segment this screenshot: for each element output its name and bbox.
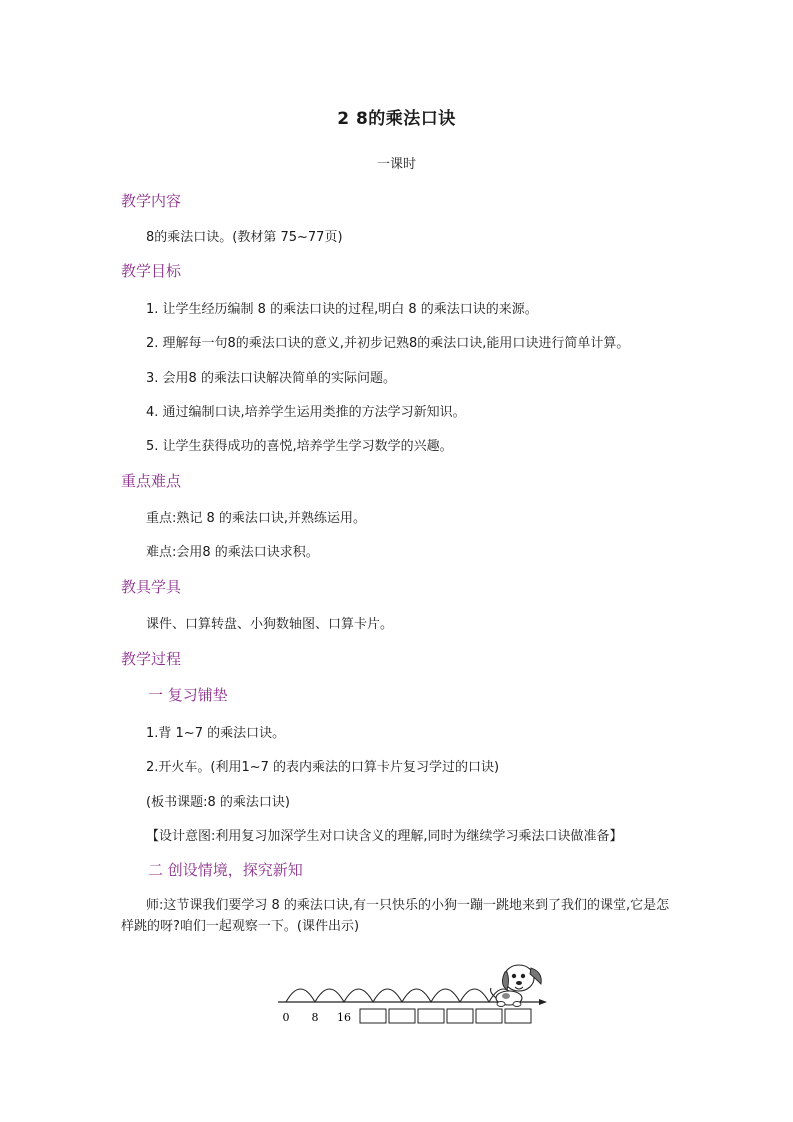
heading-review: 一 复习铺垫 bbox=[148, 686, 228, 704]
jump-arc bbox=[286, 989, 315, 1002]
document-title: 2 8的乘法口诀 bbox=[337, 109, 456, 129]
heading-teaching-content: 教学内容 bbox=[121, 192, 182, 210]
answer-blank-box bbox=[360, 1009, 386, 1023]
number-line-arrow bbox=[539, 999, 547, 1005]
number-line-svg bbox=[275, 950, 555, 1030]
tick-label: 16 bbox=[337, 1011, 351, 1024]
dog-nose bbox=[516, 981, 522, 985]
dog-eye-left bbox=[512, 974, 516, 978]
tick-label: 0 bbox=[282, 1011, 290, 1024]
jump-arc bbox=[402, 989, 431, 1002]
dog-illustration bbox=[491, 965, 542, 1007]
answer-blank-box bbox=[476, 1009, 502, 1023]
teaching-tools-text: 课件、口算转盘、小狗数轴图、口算卡片。 bbox=[146, 617, 394, 632]
answer-blank-box bbox=[389, 1009, 415, 1023]
document-subtitle: 一课时 bbox=[376, 157, 416, 172]
dog-paw-front bbox=[513, 1002, 521, 1007]
difficult-point-text: 难点:会用8 的乘法口诀求积。 bbox=[146, 545, 319, 560]
jump-arc bbox=[460, 989, 489, 1002]
goal-item-3: 3. 会用8 的乘法口诀解决简单的实际问题。 bbox=[146, 371, 396, 386]
dog-eye-right bbox=[521, 974, 525, 978]
heading-key-difficult-points: 重点难点 bbox=[121, 472, 182, 490]
goal-item-1: 1. 让学生经历编制 8 的乘法口诀的过程,明白 8 的乘法口诀的来源。 bbox=[146, 302, 538, 317]
teaching-content-text: 8的乘法口诀。(教材第 75~77页) bbox=[146, 230, 343, 245]
heading-explore: 二 创设情境，探究新知 bbox=[148, 861, 303, 879]
dog-left-ear bbox=[502, 972, 508, 990]
jump-arc bbox=[431, 989, 460, 1002]
heading-teaching-tools: 教具学具 bbox=[121, 578, 182, 596]
answer-blank-box bbox=[505, 1009, 531, 1023]
heading-teaching-process: 教学过程 bbox=[121, 650, 182, 668]
answer-blank-box bbox=[418, 1009, 444, 1023]
number-line-figure bbox=[275, 950, 555, 1030]
dog-paw-back bbox=[497, 1002, 505, 1007]
goal-item-5: 5. 让学生获得成功的喜悦,培养学生学习数学的兴趣。 bbox=[146, 439, 453, 454]
design-intent-note: 【设计意图:利用复习加深学生对口诀含义的理解,同时为继续学习乘法口诀做准备】 bbox=[146, 829, 623, 844]
jump-arc bbox=[373, 989, 402, 1002]
jump-arc bbox=[315, 989, 344, 1002]
jump-arc bbox=[344, 989, 373, 1002]
key-point-text: 重点:熟记 8 的乘法口诀,并熟练运用。 bbox=[146, 511, 367, 526]
answer-blank-box bbox=[447, 1009, 473, 1023]
heading-teaching-goals: 教学目标 bbox=[121, 262, 182, 280]
blackboard-title-note: (板书课题:8 的乘法口诀) bbox=[146, 795, 290, 810]
tick-label: 8 bbox=[311, 1011, 319, 1024]
review-item-2: 2.开火车。(利用1~7 的表内乘法的口算卡片复习学过的口诀) bbox=[146, 760, 500, 775]
goal-item-4: 4. 通过编制口诀,培养学生运用类推的方法学习新知识。 bbox=[146, 405, 466, 420]
review-item-1: 1.背 1~7 的乘法口诀。 bbox=[146, 726, 286, 741]
dog-spot bbox=[502, 993, 510, 999]
explore-paragraph: 师:这节课我们要学习 8 的乘法口诀,有一只快乐的小狗一蹦一跳地来到了我们的课堂,它是怎样跳的呀?咱们一起观察一下。(课件出示) bbox=[121, 898, 670, 934]
goal-item-2: 2. 理解每一句8的乘法口诀的意义,并初步记熟8的乘法口诀,能用口诀进行简单计算。 bbox=[146, 336, 630, 351]
